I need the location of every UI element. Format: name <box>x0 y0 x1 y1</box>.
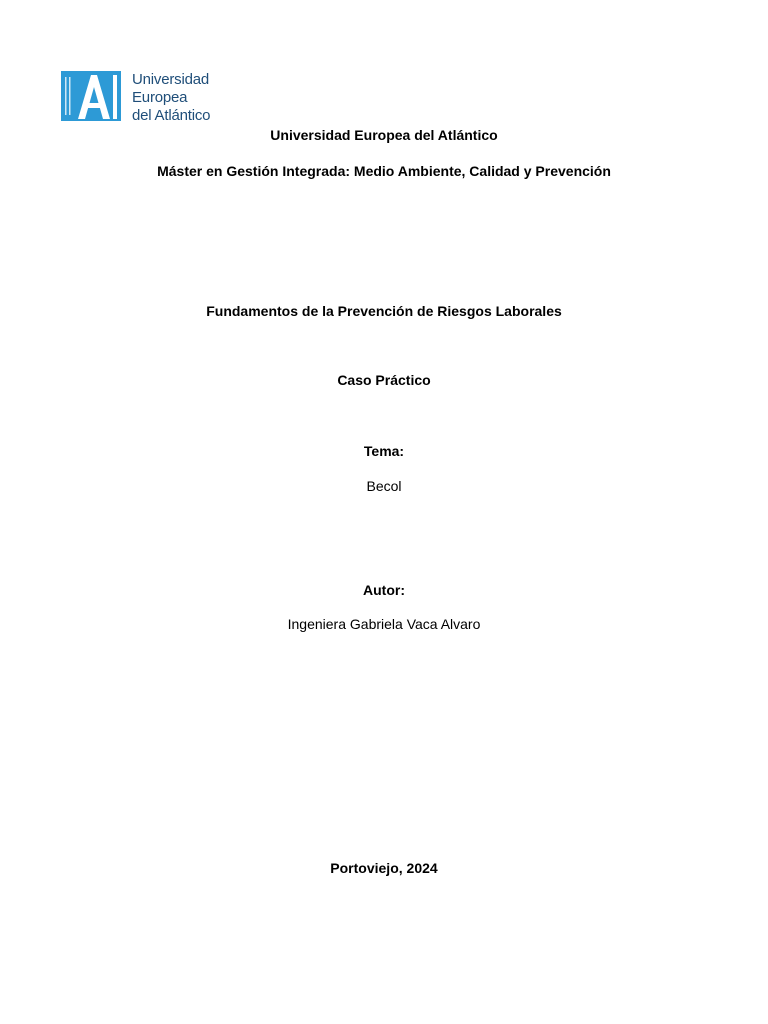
subject-title: Fundamentos de la Prevención de Riesgos Laborales <box>206 303 562 319</box>
logo-wordmark <box>132 71 210 125</box>
university-name: Universidad Europea del Atlántico <box>270 127 498 143</box>
document-type: Caso Práctico <box>337 372 431 388</box>
topic-label: Tema: <box>363 443 405 459</box>
logo-a-icon <box>61 71 121 121</box>
master-title: Máster en Gestión Integrada: Medio Ambiente, Calidad y Prevención <box>157 163 611 179</box>
place-date: Portoviejo, 2024 <box>330 860 438 876</box>
university-logo <box>61 71 231 124</box>
logo-line-3: del Atlántico <box>132 107 211 124</box>
author-label: Autor: <box>363 582 405 598</box>
author-value: Ingeniera Gabriela Vaca Alvaro <box>287 616 481 632</box>
logo-line-2: Europea <box>132 89 188 106</box>
logo-line-1: Universidad <box>132 71 210 88</box>
topic-value: Becol <box>366 478 402 494</box>
